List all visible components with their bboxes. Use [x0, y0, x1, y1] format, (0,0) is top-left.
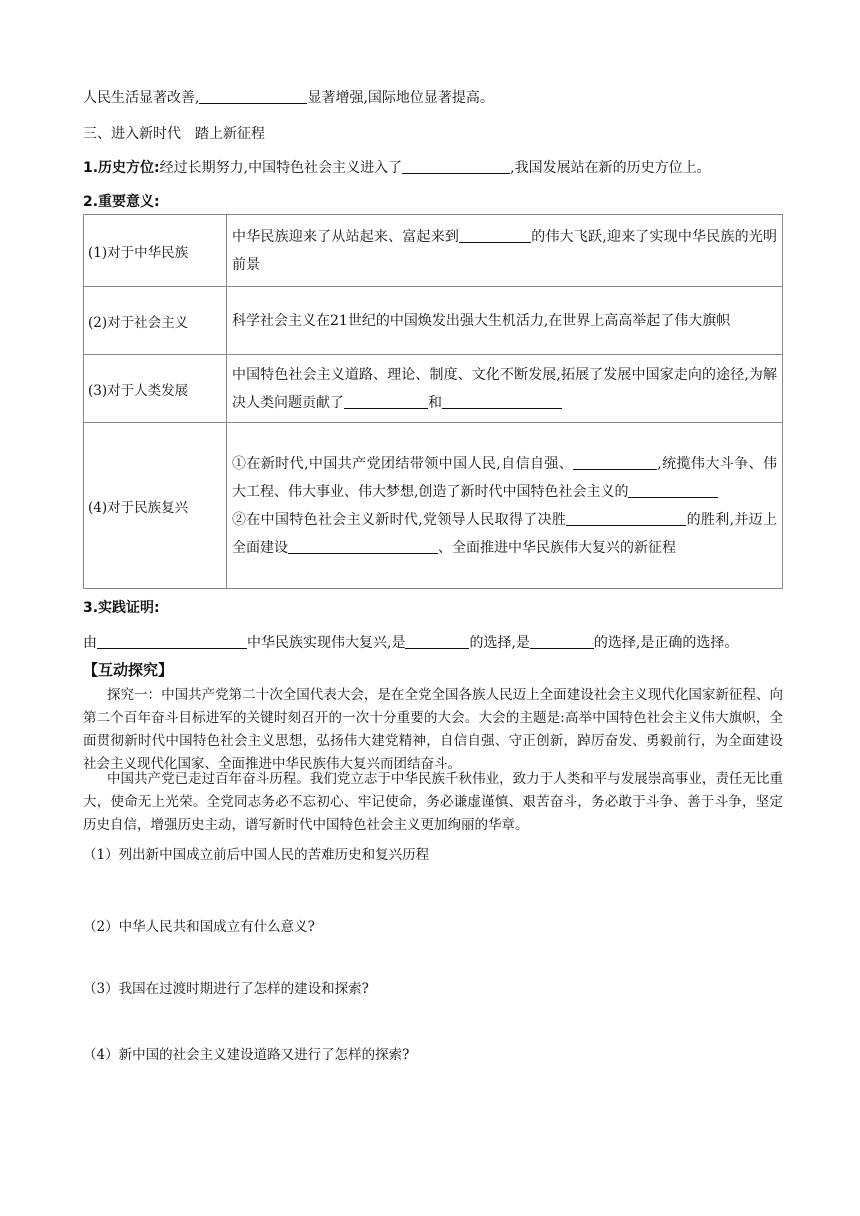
row-text: 和: [428, 394, 442, 411]
fill-blank-3[interactable]: [459, 228, 531, 243]
point-3-text: 中华民族实现伟大复兴,是: [247, 635, 406, 651]
point-3-text: 的选择,是正确的选择。: [593, 635, 739, 651]
significance-table: [83, 214, 783, 589]
row-text: 中华民族迎来了从站起来、富起来到: [232, 228, 460, 245]
point-3-text: 由: [83, 635, 97, 651]
row-text: ①在新时代,中国共产党团结带领中国人民,自信自强、: [232, 455, 574, 472]
fill-blank-12[interactable]: [530, 634, 594, 649]
point-3-text: 的选择,是: [469, 635, 530, 651]
point-1-post-text: ,我国发展站在新的历史方位上。: [510, 160, 711, 176]
point-3-line: [83, 633, 738, 653]
fill-blank-1[interactable]: [199, 89, 307, 104]
fill-blank-4[interactable]: [344, 394, 428, 409]
question-1: （1）列出新中国成立前后中国人民的苦难历史和复兴历程: [83, 847, 430, 863]
fill-blank-2[interactable]: [402, 159, 510, 174]
row-text: ,统揽伟大斗争、伟大工程、伟大事业、伟大梦想,创造了新时代中国特色社会主义的: [232, 455, 777, 500]
point-1-line: [83, 158, 711, 178]
intro-pre-text: 人民生活显著改善,: [83, 90, 200, 106]
row-content: 科学社会主义在21世纪的中国焕发出强大生机活力,在世界上高高举起了伟大旗帜: [227, 287, 783, 355]
row-label: (1)对于中华民族: [84, 215, 227, 287]
fill-blank-6[interactable]: [573, 455, 657, 470]
row-label: (2)对于社会主义: [84, 287, 227, 355]
interactive-heading: 【互动探究】: [83, 661, 174, 679]
fill-blank-5[interactable]: [442, 394, 562, 409]
row-text: 、全面推进中华民族伟大复兴的新征程: [438, 539, 676, 556]
table-row: [84, 287, 783, 355]
point-1-pre-text: 经过长期努力,中国特色社会主义进入了: [159, 160, 403, 176]
exploration-paragraph-1: 探究一：中国共产党第二十次全国代表大会，是在全党全国各族人民迈上全面建设社会主义现代化国家新征程、向第二个百年奋斗目标进军的关键时刻召开的一次十分重要的大会。大会的主题是:高举中国特色社会主义伟大旗帜，全面贯彻新时代中国特色社会主义思想，弘扬伟大建党精神，自信自强、守正创新，踔厉奋发、勇毅前行，为全面建设社会主义现代化国家、全面推进中华民族伟大复兴而团结奋斗。: [83, 687, 783, 772]
point-3-label: 3.实践证明:: [83, 600, 160, 616]
row-text: 的伟大飞跃,迎来了实现中华民族的光明前景: [232, 228, 778, 273]
fill-blank-7[interactable]: [628, 483, 718, 498]
section-3-title: 三、进入新时代 踏上新征程: [83, 126, 265, 142]
row-text: 中国特色社会主义道路、理论、制度、文化不断发展,拓展了发展中国家走向的途径,为解决人类问题贡献了: [232, 366, 777, 411]
row-label: (3)对于人类发展: [84, 355, 227, 423]
point-2-label: 2.重要意义:: [83, 194, 160, 210]
row-label: (4)对于民族复兴: [84, 423, 227, 589]
row-text: 的胜利,并迈上全面建设: [232, 511, 777, 556]
fill-blank-8[interactable]: [566, 511, 686, 526]
question-4: （4）新中国的社会主义建设道路又进行了怎样的探索?: [83, 1047, 410, 1063]
table-row: [84, 215, 783, 287]
question-2: （2）中华人民共和国成立有什么意义?: [83, 919, 315, 935]
intro-line: [83, 88, 494, 108]
fill-blank-9[interactable]: [288, 539, 438, 554]
row-text: ②在中国特色社会主义新时代,党领导人民取得了决胜: [232, 511, 567, 528]
row-content: [227, 423, 783, 589]
point-1-label: 1.历史方位:: [83, 160, 160, 176]
row-content: [227, 215, 783, 287]
fill-blank-10[interactable]: [97, 634, 247, 649]
table-row: [84, 423, 783, 589]
question-3: （3）我国在过渡时期进行了怎样的建设和探索?: [83, 981, 369, 997]
exploration-paragraph-2: 中国共产党已走过百年奋斗历程。我们党立志于中华民族千秋伟业，致力于人类和平与发展崇高事业，责任无比重大，使命无上光荣。全党同志务必不忘初心、牢记使命，务必谦虚谨慎、艰苦奋斗，务必敢于斗争、善于斗争，坚定历史自信，增强历史主动，谱写新时代中国特色社会主义更加绚丽的华章。: [83, 771, 783, 833]
table-row: [84, 355, 783, 423]
fill-blank-11[interactable]: [405, 634, 469, 649]
intro-post-text: 显著增强,国际地位显著提高。: [307, 90, 494, 106]
row-content: [227, 355, 783, 423]
